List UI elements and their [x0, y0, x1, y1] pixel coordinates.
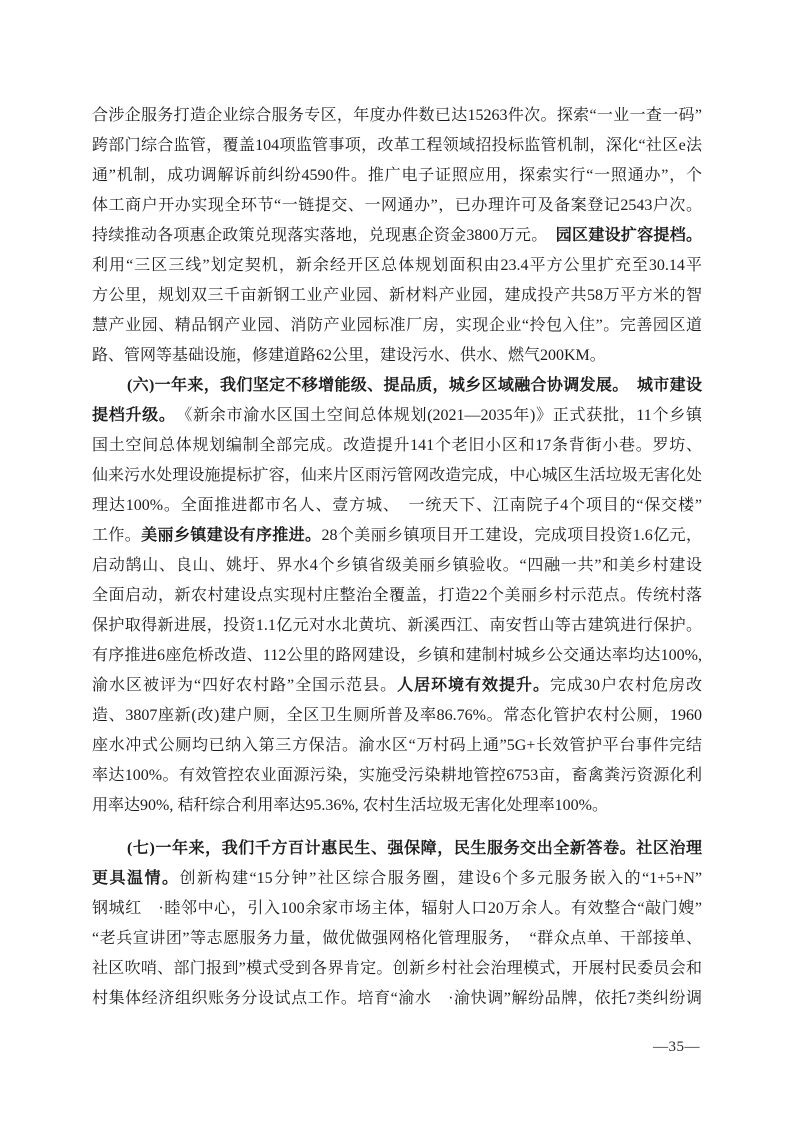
bold-run: (七)一年来，我们千方百计惠民生、强保障，民生服务交出全新答卷。 [127, 840, 637, 857]
text-line [92, 984, 702, 1014]
text-line [92, 311, 702, 341]
paragraph [92, 371, 702, 821]
text-line [92, 401, 702, 431]
text-run: 创新构建“15分钟”社区综合服务圈，建设6个多元服务嵌入的“1+5+N” [179, 870, 702, 887]
text-line [92, 461, 702, 491]
page-number: —35— [653, 1039, 700, 1055]
text-line [92, 161, 702, 191]
text-line [92, 701, 702, 731]
text-line [92, 521, 702, 551]
text-run: 仙来污水处理设施提标扩容，仙来片区雨污管网改造完成，中心城区生活垃圾无害化处 [92, 467, 702, 484]
text-line [92, 341, 702, 371]
text-run: 体工商户开办实现全环节“一链提交、一网通办”，已办理许可及备案登记2543户次。 [92, 197, 702, 214]
text-line [92, 281, 702, 311]
text-line [92, 954, 702, 984]
text-line [92, 864, 702, 894]
text-line [92, 431, 702, 461]
text-run: 全面启动，新农村建设点实现村庄整治全覆盖，打造22个美丽乡村示范点。传统村落 [92, 587, 702, 604]
text-run: 理达100%。全面推进都市名人、壹方城、 一统天下、江南院子4个项目的“保交楼” [92, 497, 702, 514]
text-run: 慧产业园、精品钢产业园、消防产业园标准厂房，实现企业“拎包入住”。完善园区道 [92, 317, 702, 334]
text-run: 方公里，规划双三千亩新钢工业产业园、新材料产业园，建成投产共58万平方米的智 [92, 287, 702, 304]
text-run: 座水冲式公厕均已纳入第三方保洁。渝水区“万村码上通”5G+长效管护平台事件完结 [92, 737, 702, 754]
heading-run: 提档升级。 [92, 407, 168, 424]
text-run: 通”机制，成功调解诉前纠纷4590件。推广电子证照应用，探索实行“一照通办”，个 [92, 167, 702, 184]
text-line [92, 131, 702, 161]
text-line [92, 251, 702, 281]
text-run: 钢城红 ·睦邻中心，引入100余家市场主体，辐射人口20万余人。有效整合“敲门嫂” [92, 900, 702, 917]
text-line [92, 731, 702, 761]
text-line [92, 371, 702, 401]
text-line [92, 581, 702, 611]
text-run: 利用“三区三线”划定契机，新余经开区总体规划面积由23.4平方公里扩充至30.14平 [92, 257, 702, 274]
text-run: 渝水区被评为“四好农村路”全国示范县。 [92, 677, 398, 694]
text-run: 持续推动各项惠企政策兑现落实落地，兑现惠企资金3800万元。 [92, 227, 556, 244]
text-run: “老兵宣讲团”等志愿服务力量，做优做强网格化管理服务， “群众点单、干部接单、 [92, 930, 702, 947]
text-run: 路、管网等基础设施，修建道路62公里，建设污水、供水、燃气200KM。 [92, 347, 606, 364]
text-run: 跨部门综合监管，覆盖104项监管事项，改革工程领域招投标监管机制，深化“社区e法 [92, 137, 702, 154]
text-run: 工作。 [92, 527, 142, 544]
text-line [92, 191, 702, 221]
text-line [92, 761, 702, 791]
text-run: 合涉企服务打造企业综合服务专区，年度办件数已达15263件次。探索“一业一查一码” [92, 107, 702, 124]
heading-run: 美丽乡镇建设有序推进。 [141, 527, 322, 544]
text-run: 率达100%。有效管控农业面源污染，实施受污染耕地管控6753亩，畜禽粪污资源化利 [92, 767, 702, 784]
text-run: 国土空间总体规划编制全部完成。改造提升141个老旧小区和17条背街小巷。罗坊、 [92, 437, 702, 454]
text-line [92, 641, 702, 671]
text-line [92, 101, 702, 131]
heading-run: 园区建设扩容提档。 [555, 227, 702, 244]
paragraph [92, 101, 702, 371]
text-run: 用率达90%, 秸秆综合利用率达95.36%, 农村生活垃圾无害化处理率100%。 [92, 797, 608, 814]
heading-run: 人居环境有效提升。 [397, 677, 551, 694]
text-line [92, 611, 702, 641]
text-line [92, 221, 702, 251]
text-line [92, 491, 702, 521]
text-line [92, 791, 702, 821]
text-run: 《新余市渝水区国土空间总体规划(2021—2035年)》正式获批，11个乡镇 [167, 407, 702, 424]
text-run: 28个美丽乡镇项目开工建设，完成项目投资1.6亿元， [321, 527, 702, 544]
text-run: 有序推进6座危桥改造、112公里的路网建设，乡镇和建制村城乡公交通达率均达100%, [92, 647, 702, 664]
heading-run: 社区治理 [636, 840, 702, 857]
paragraph [92, 834, 702, 1014]
text-line [92, 924, 702, 954]
text-run: 村集体经济组织账务分设试点工作。培育“渝水 ·渝快调”解纷品牌，依托7类纠纷调 [92, 990, 702, 1007]
heading-run: 城市建设 [636, 377, 702, 394]
heading-run: 更具温情。 [92, 870, 180, 887]
text-run: 造、3807座新(改)建户厕，全区卫生厕所普及率86.76%。常态化管护农村公厕，1960 [92, 707, 702, 724]
text-line [92, 894, 702, 924]
text-run: 启动鹄山、良山、姚圩、界水4个乡镇省级美丽乡镇验收。“四融一共”和美乡村建设 [92, 557, 702, 574]
text-run: 社区吹哨、部门报到”模式受到各界肯定。创新乡村社会治理模式，开展村民委员会和 [92, 960, 702, 977]
bold-run: (六)一年来，我们坚定不移增能级、提品质，城乡区域融合协调发展。 [127, 377, 637, 394]
text-line [92, 834, 702, 864]
text-line [92, 551, 702, 581]
document-body [92, 101, 702, 1014]
text-run: 完成30户农村危房改 [550, 677, 702, 694]
text-line [92, 671, 702, 701]
text-run: 保护取得新进展，投资1.1亿元对水北黄坑、新溪西江、南安哲山等古建筑进行保护。 [92, 617, 702, 634]
